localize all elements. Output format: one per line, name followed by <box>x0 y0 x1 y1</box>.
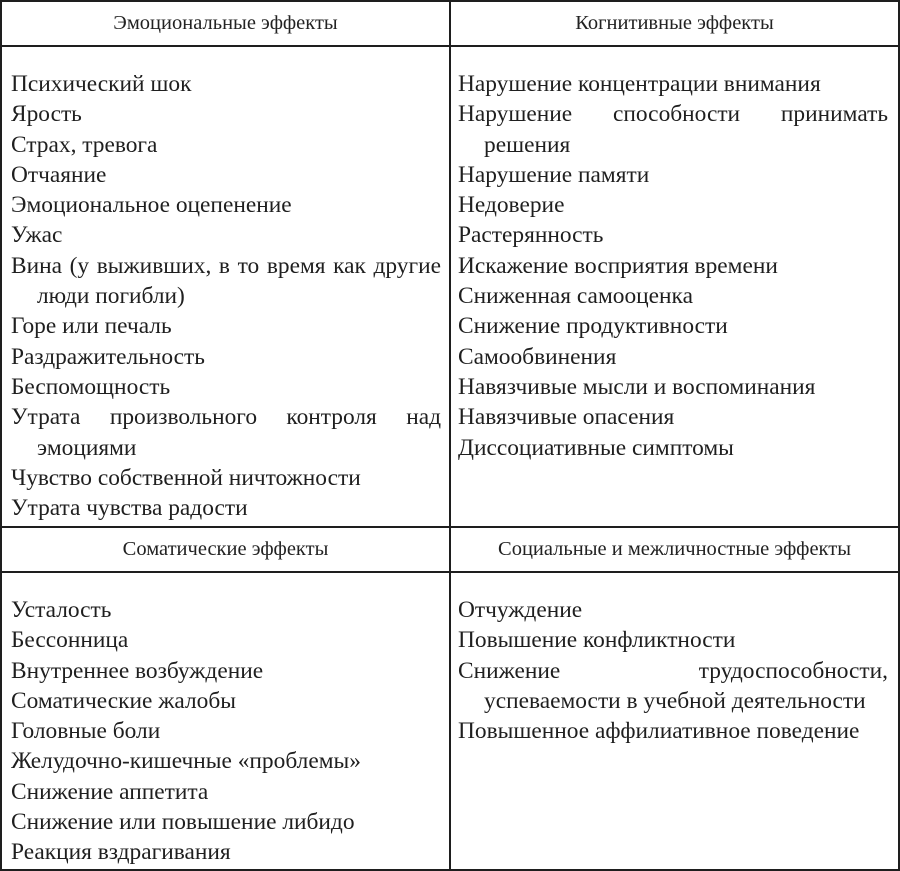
list-item: Диссоциативные симптомы <box>458 434 734 461</box>
somatic-effects-list <box>11 595 441 868</box>
list-item: Отчуждение <box>458 597 583 623</box>
list-item: Усталость <box>11 597 112 623</box>
list-item: Внутреннее возбуждение <box>11 657 264 684</box>
list-item: Сниженная самооценка <box>458 283 693 310</box>
list-item: Отчаяние <box>11 161 107 188</box>
list-item: Снижение или повышение либидо <box>11 809 355 836</box>
list-item: Страх, тревога <box>11 131 158 158</box>
somatic-effects-cell <box>2 573 449 869</box>
social-effects-list <box>458 595 888 746</box>
header-cognitive-effects: Когнитивные эффекты <box>575 12 774 34</box>
list-item: Растерянность <box>458 222 604 249</box>
list-item: Чувство собственной ничтожности <box>11 464 361 491</box>
list-item: Головные боли <box>11 718 161 745</box>
list-item: Психический шок <box>11 71 192 97</box>
list-item: Повышение конфликтности <box>458 627 736 654</box>
list-item: Навязчивые опасения <box>458 404 675 431</box>
emotional-effects-cell <box>2 47 449 526</box>
list-item: Бессонница <box>11 627 129 654</box>
list-item: Утрата произвольного контроля над эмоциями <box>11 404 441 461</box>
list-item: Снижение продуктивности <box>458 313 728 340</box>
list-item: Вина (у выживших, в то время как другие люди погибли) <box>11 252 441 310</box>
list-item: Нарушение концентрации внимания <box>458 71 821 97</box>
list-item: Навязчивые мысли и воспоминания <box>458 373 816 400</box>
social-effects-cell <box>451 573 898 869</box>
list-item: Горе или печаль <box>11 313 172 340</box>
list-item: Утрата чувства радости <box>11 495 248 522</box>
list-item: Беспомощность <box>11 373 171 400</box>
list-item: Снижение трудоспособности, успеваемости в учебной деятельности <box>458 657 888 714</box>
list-item: Самообвинения <box>458 343 617 370</box>
header-emotional-effects: Эмоциональные эффекты <box>113 12 338 34</box>
list-item: Нарушение способности принимать решения <box>458 101 888 158</box>
list-item: Недоверие <box>458 192 565 219</box>
cognitive-effects-list <box>458 69 888 463</box>
emotional-effects-list <box>11 69 441 523</box>
list-item: Ужас <box>11 222 63 249</box>
list-item: Раздражительность <box>11 343 205 370</box>
header-social-effects: Социальные и межличностные эффекты <box>498 538 851 560</box>
cognitive-effects-cell <box>451 47 898 526</box>
list-item: Эмоциональное оцепенение <box>11 192 292 219</box>
list-item: Нарушение памяти <box>458 161 650 188</box>
list-item: Снижение аппетита <box>11 778 209 805</box>
list-item: Реакция вздрагивания <box>11 839 231 866</box>
list-item: Повышенное аффилиативное поведение <box>458 718 860 745</box>
list-item: Искажение восприятия времени <box>458 252 778 279</box>
list-item: Ярость <box>11 101 82 128</box>
list-item: Желудочно-кишечные «проблемы» <box>11 748 361 775</box>
header-somatic-effects: Соматические эффекты <box>122 538 329 560</box>
list-item: Соматические жалобы <box>11 687 236 714</box>
